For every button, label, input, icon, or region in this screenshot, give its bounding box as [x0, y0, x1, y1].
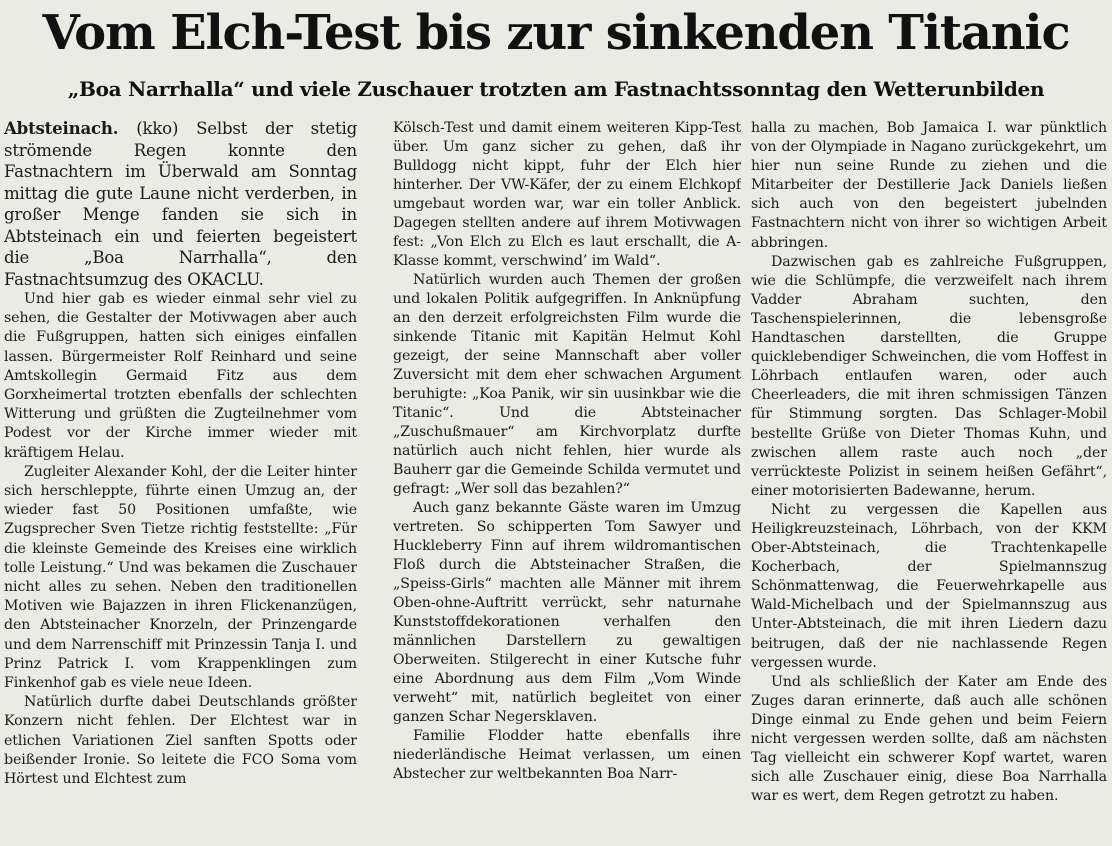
- lead-text: (kko) Selbst der stetig strömende Regen konnte den Fastnachtern im Überwald am Sonntag mittag die gute Laune nicht verderben, in großer Menge fanden sie sich in Abtsteinach ein und feierten begeistert die „Boa Narrhalla“, den Fastnachtsumzug des OKACLU.: [4, 119, 357, 289]
- paragraph: Dazwischen gab es zahlreiche Fußgruppen, wie die Schlümpfe, die verzweifelt nach ihrem Vadder Abraham suchten, den Taschenspielerinnen, die lebensgroße Handtaschen darstellten, die Gruppe quicklebendiger Schweinchen, die vom Hoffest in Löhrbach entlaufen waren, oder auch Cheerleaders, die mit ihren schmissigen Tänzen für Stimmung sorgten. Das Schlager-Mobil bestellte Grüße von Dieter Thomas Kuhn, und zwischen allem raste auch noch „der verrückteste Polizist in seinem heißen Gefährt“, einer motorisierten Badewanne, herum.: [751, 253, 1107, 499]
- article-column-2: [393, 119, 741, 846]
- paragraph: Natürlich wurden auch Themen der großen und lokalen Politik aufgegriffen. In Anknüpfung an den derzeit erfolgreichsten Film wurde die sinkende Titanic mit Kapitän Helmut Kohl gezeigt, der seine Mannschaft aber voller Zuversicht mit dem eher schwachen Argument beruhigte: „Koa Panik, wir sin uusinkbar wie die Titanic“. Und die Abtsteinacher „Zuschußmauer“ am Kirchvorplatz durfte natürlich auch nicht fehlen, hier wurde als Bauherr gar die Gemeinde Schilda vermutet und gefragt: „Wer soll das bezahlen?“: [393, 272, 741, 497]
- dateline: Abtsteinach.: [4, 118, 119, 138]
- article-column-3: [751, 119, 1107, 846]
- article-column-1: [4, 118, 357, 845]
- paragraph: Und hier gab es wieder einmal sehr viel zu sehen, die Gestalter der Motivwagen aber auch die Fußgruppen, hatten sich einiges einfallen lassen. Bürgermeister Rolf Reinhard und seine Amtskollegin Germaid Fitz aus dem Gorxheimertal trotzten ebenfalls der schlechten Witterung und grüßten die Zugteilnehmer vom Podest vor der Kirche immer wieder mit kräftigem Helau.: [4, 291, 357, 461]
- paragraph: Zugleiter Alexander Kohl, der die Leiter hinter sich herschleppte, führte einen Umzug an, der wieder fast 50 Positionen umfaßte, wie Zugsprecher Sven Tietze richtig feststellte: „Für die kleinste Gemeinde des Kreises eine wirklich tolle Leistung.“ Und was bekamen die Zuschauer nicht alles zu sehen. Neben den traditionellen Motiven wie Bajazzen in ihren Flickenanzügen, den Abtsteinacher Knorzeln, der Prinzengarde und dem Narrenschiff mit Prinzessin Tanja I. und Prinz Patrick I. vom Krappenklingen zum Finkenhof gab es viele neue Ideen.: [4, 463, 357, 692]
- paragraph: Kölsch-Test und damit einem weiteren Kipp-Test über. Um ganz sicher zu gehen, daß ihr Bulldogg nicht kippt, fuhr der Elch hier hinterher. Der VW-Käfer, der zu einem Elchkopf umgebaut worden war, war ein toller Anblick. Dagegen stellten andere auf ihrem Motivwagen fest: „Von Elch zu Elch es laut erschallt, die A-Klasse kommt, verschwind’ im Wald“.: [393, 120, 741, 269]
- subheadline: „Boa Narrhalla“ und viele Zuschauer trotzten am Fastnachtssonntag den Wetterunbilden: [67, 77, 1045, 101]
- paragraph: Und als schließlich der Kater am Ende des Zuges daran erinnerte, daß auch alle schönen Dinge einmal zu Ende gehen und beim Feiern nicht vergessen werden sollte, daß am nächsten Tag vielleicht ein schwerer Kopf wartet, waren sich alle Zuschauer einig, diese Boa Narrhalla war es wert, dem Regen getrotzt zu haben.: [751, 673, 1107, 805]
- article-lead: [4, 118, 357, 290]
- paragraph: Familie Flodder hatte ebenfalls ihre niederländische Heimat verlassen, um einen Abstecher zur weltbekannten Boa Narr-: [393, 728, 741, 782]
- headline: Vom Elch-Test bis zur sinkenden Titanic: [42, 5, 1070, 61]
- paragraph: Nicht zu vergessen die Kapellen aus Heiligkreuzsteinach, Löhrbach, von der KKM Ober-Abtsteinach, die Trachtenkapelle Kocherbach, der Spielmannszug Schönmattenwag, die Feuerwehrkapelle aus Wald-Michelbach und der Spielmannszug aus Unter-Abtsteinach, die mit ihren Liedern dazu beitrugen, daß der nie nachlassende Regen vergessen wurde.: [751, 501, 1107, 671]
- paragraph: Auch ganz bekannte Gäste waren im Umzug vertreten. So schipperten Tom Sawyer und Huckleberry Finn auf ihrem wildromantischen Floß durch die Abtsteinacher Straßen, die „Speiss-Girls“ machten alle Männer mit ihrem Oben-ohne-Auftritt verrückt, sehr naturnahe Kunststoffdekorationen verhalfen den männlichen Darstellern zu gewaltigen Oberweiten. Stilgerecht in einer Kutsche fuhr eine Abordnung aus dem Film „Vom Winde verweht“ mit, natürlich begleitet von einer ganzen Schar Negersklaven.: [393, 500, 741, 725]
- paragraph: Natürlich durfte dabei Deutschlands größter Konzern nicht fehlen. Der Elchtest war in etlichen Variationen Ziel sanften Spotts oder beißender Ironie. So leitete die FCO Soma vom Hörtest und Elchtest zum: [4, 694, 357, 788]
- paragraph: halla zu machen, Bob Jamaica I. war pünktlich von der Olympiade in Nagano zurückgekehrt, um hier nun seine Runde zu ziehen und die Mitarbeiter der Destillerie Jack Daniels ließen sich auch von den begeistert jubelnden Fastnachtern nicht von ihrer so wichtigen Arbeit abbringen.: [751, 120, 1107, 251]
